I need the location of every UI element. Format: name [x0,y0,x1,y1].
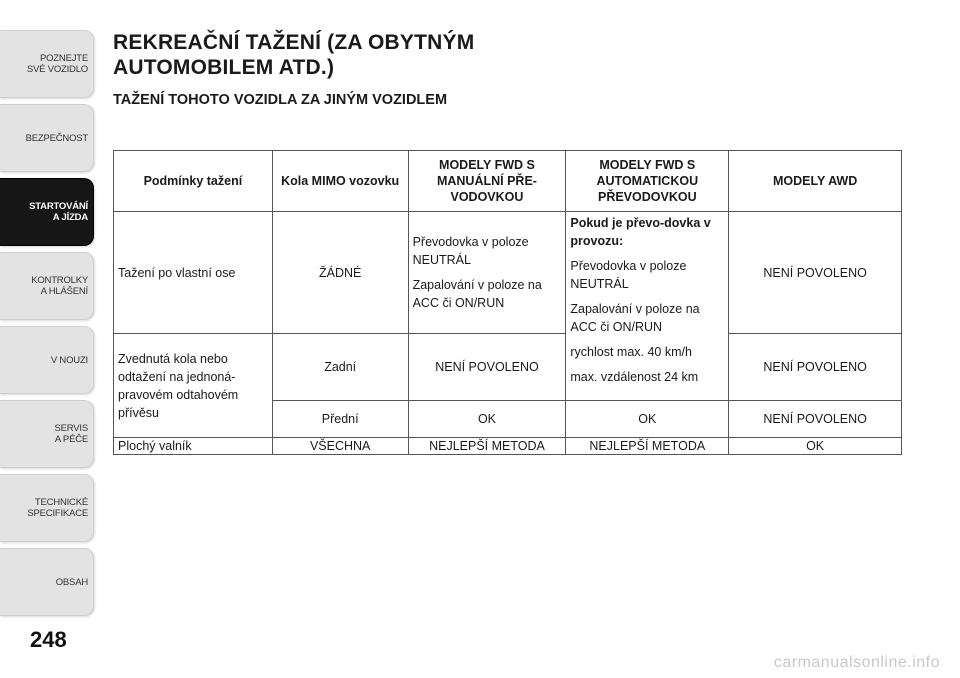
header-fwd-automatic: MODELY FWD S AUTOMATICKOU PŘEVODOVKOU [566,151,729,212]
cell-fwd-manual [408,212,566,334]
cell-condition: Zvednutá kola nebo odtažení na jednoná-pravovém odtahovém přívěsu [114,334,273,438]
cell-fwd-auto: NEJLEPŠÍ METODA [566,438,729,455]
cell-fwd-auto: OK [566,401,729,438]
section-subtitle: TAŽENÍ TOHOTO VOZIDLA ZA JINÝM VOZIDLEM [113,92,448,108]
header-fwd-manual: MODELY FWD S MANUÁLNÍ PŘE-VODOVKOU [408,151,566,212]
watermark: carmanualsonline.info [773,654,940,671]
cell-wheels: Přední [272,401,408,438]
page-number: 248 [30,627,67,652]
cell-wheels: Zadní [272,334,408,401]
cell-wheels: ŽÁDNÉ [272,212,408,334]
cell-condition: Plochý valník [114,438,273,455]
cell-fwd-manual: OK [408,401,566,438]
header-wheels-off-road: Kola MIMO vozovku [272,151,408,212]
table-row [114,212,902,334]
tab-technicke-specifikace[interactable]: TECHNICKÉ SPECIFIKACE [0,474,94,542]
tab-poznejte-sve-vozidlo[interactable]: POZNEJTE SVÉ VOZIDLO [0,30,94,98]
cell-fwd-auto-instructions [566,212,729,401]
cell-fwd-manual: NEJLEPŠÍ METODA [408,438,566,455]
cell-fwd-manual: NENÍ POVOLENO [408,334,566,401]
cell-wheels: VŠECHNA [272,438,408,455]
table-row [114,334,902,401]
cell-text: Zapalování v poloze na ACC či ON/RUN [412,278,542,310]
header-awd: MODELY AWD [729,151,902,212]
cell-text: Pokud je převo-dovka v provozu: [570,216,711,248]
table-header-row [114,151,902,212]
cell-awd: OK [729,438,902,455]
tab-startovani-a-jizda[interactable]: STARTOVÁNÍ A JÍZDA [0,178,94,246]
cell-awd: NENÍ POVOLENO [729,212,902,334]
cell-awd: NENÍ POVOLENO [729,401,902,438]
cell-text: Zapalování v poloze na ACC či ON/RUN [570,302,700,334]
cell-awd: NENÍ POVOLENO [729,334,902,401]
cell-text: rychlost max. 40 km/h [570,345,692,359]
cell-text: max. vzdálenost 24 km [570,370,699,384]
tab-obsah[interactable]: OBSAH [0,548,94,616]
header-conditions: Podmínky tažení [114,151,273,212]
tab-bezpecnost[interactable]: BEZPEČNOST [0,104,94,172]
tab-servis-a-pece[interactable]: SERVIS A PÉČE [0,400,94,468]
page-title: REKREAČNÍ TAŽENÍ (ZA OBYTNÝM AUTOMOBILEM ATD.) [113,31,475,79]
towing-table [113,150,902,455]
cell-condition: Tažení po vlastní ose [114,212,273,334]
cell-text: Převodovka v poloze NEUTRÁL [570,259,687,291]
table-row [114,438,902,455]
tab-kontrolky-a-hlaseni[interactable]: KONTROLKY A HLÁŠENÍ [0,252,94,320]
cell-text: Převodovka v poloze NEUTRÁL [412,235,529,267]
tab-v-nouzi[interactable]: V NOUZI [0,326,94,394]
